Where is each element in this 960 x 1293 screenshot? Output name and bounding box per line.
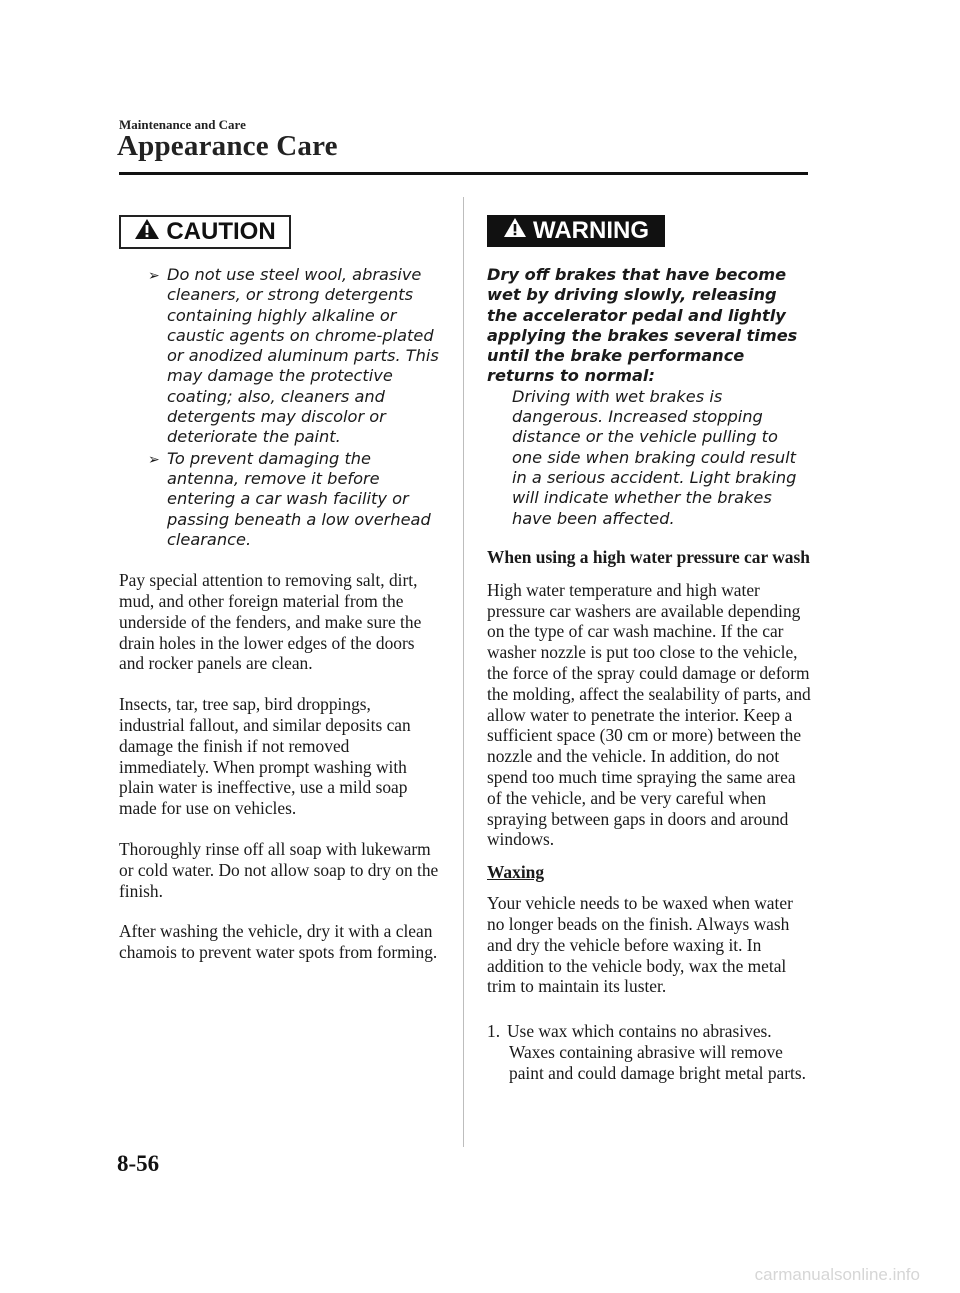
warning-lead: Dry off brakes that have become wet by driving slowly, releasing the accelerator pedal and lightly applying the brakes several times until the brake performance returns to normal: <box>487 265 798 386</box>
caution-list <box>119 265 439 550</box>
paragraph: Thoroughly rinse off all soap with lukewarm or cold water. Do not allow soap to dry on the finish. <box>119 838 439 901</box>
item-detail: Waxes containing abrasive will remove paint and could damage bright metal parts. <box>509 1042 806 1083</box>
paragraph: Insects, tar, tree sap, bird droppings, industrial fallout, and similar deposits can damage the finish if not removed immediately. When prompt washing with plain water is ineffective, use a mild soap made for use on vehicles. <box>119 694 411 819</box>
numbered-item <box>487 1021 812 1083</box>
arrow-bullet-icon: ➢ <box>148 268 160 284</box>
right-column <box>487 215 812 1084</box>
warning-body: Driving with wet brakes is dangerous. Increased stopping distance or the vehicle pulling to one side when braking could result in a serious accident. Light braking will indicate whether the brakes have been affected. <box>512 386 797 528</box>
page-number: 8-56 <box>117 1151 160 1176</box>
paragraph: After washing the vehicle, dry it with a clean chamois to prevent water spots from forming. <box>119 921 438 963</box>
waxing-heading: Waxing <box>487 862 545 883</box>
header-rule <box>119 172 808 175</box>
high-pressure-heading: When using a high water pressure car wash <box>487 546 810 567</box>
left-column <box>119 215 439 963</box>
caution-triangle-icon <box>134 218 160 247</box>
warning-triangle-icon <box>503 217 527 245</box>
warning-badge <box>487 215 665 247</box>
warning-label: WARNING <box>533 217 649 244</box>
high-pressure-text: High water temperature and high water pressure car washers are available depending on the type of car wash machine. If the car washer nozzle is put too close to the vehicle, the force of the spray could damage or deform the molding, affect the sealability of parts, and allow water to penetrate the interior. Keep a sufficient space (30 cm or more) between the nozzle and the vehicle. In addition, do not spend too much time spraying the same area of the vehicle, and be very careful when spraying between gaps in doors and around windows. <box>487 579 811 850</box>
item-number: 1. <box>487 1021 501 1042</box>
page-title: Appearance Care <box>117 130 338 162</box>
caution-label: CAUTION <box>166 218 276 245</box>
section-label: Maintenance and Care <box>119 117 246 132</box>
watermark: carmanualsonline.info <box>754 1265 920 1284</box>
caution-item <box>119 449 439 550</box>
arrow-bullet-icon: ➢ <box>148 451 160 468</box>
caution-item-text: Do not use steel wool, abrasive cleaners, or strong detergents containing highly alkaline or caustic agents on chrome-plated or anodized aluminum parts. This may damage the protective coating; also, cleaners and detergents may discolor or deteriorate the paint. <box>167 265 439 447</box>
waxing-text: Your vehicle needs to be waxed when water no longer beads on the finish. Always wash and dry the vehicle before waxing it. In addition to the vehicle body, wax the metal trim to maintain its luster. <box>487 893 793 997</box>
paragraph: Pay special attention to removing salt, dirt, mud, and other foreign material from the underside of the fenders, and make sure the drain holes in the lower edges of the doors and rocker panels are clean. <box>119 570 422 674</box>
item-first-line: Use wax which contains no abrasives. <box>507 1021 772 1042</box>
caution-item-text: To prevent damaging the antenna, remove it before entering a car wash facility or passing beneath a low overhead clearance. <box>167 448 431 549</box>
column-divider <box>463 197 464 1147</box>
caution-badge <box>119 215 291 249</box>
caution-item <box>119 265 439 448</box>
